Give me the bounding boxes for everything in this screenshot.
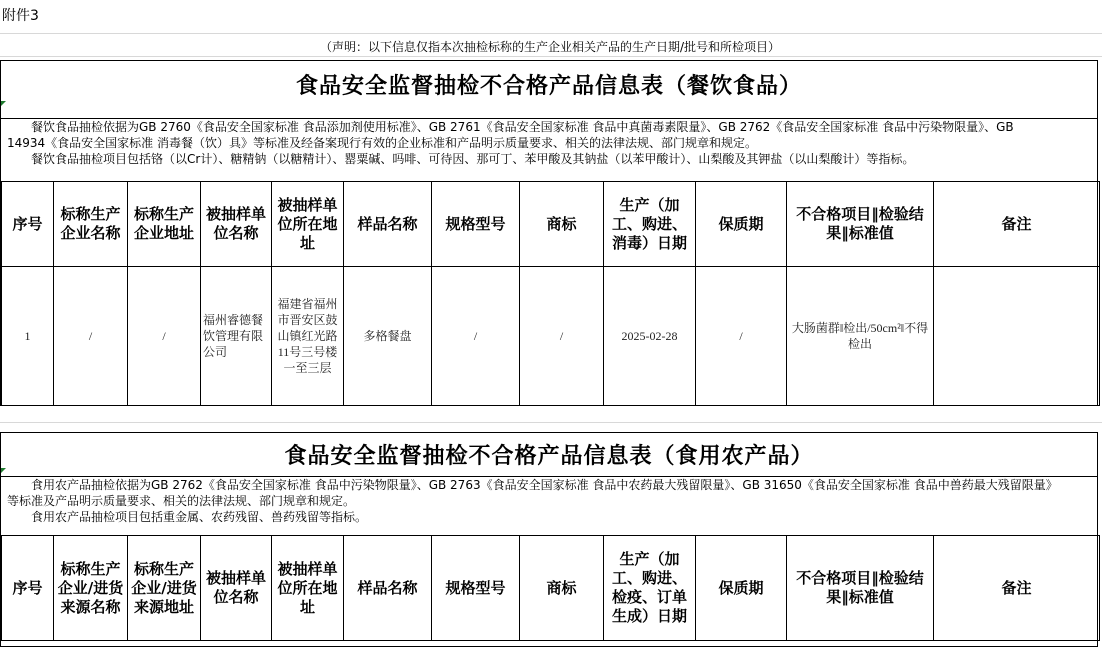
header-cell: 保质期 bbox=[696, 182, 787, 267]
header-cell: 不合格项目‖检验结果‖标准值 bbox=[787, 536, 934, 641]
agri-header-row bbox=[2, 536, 1100, 641]
catering-basis-line3: 餐饮食品抽检项目包括铬（以Cr计）、糖精钠（以糖精计）、罂粟碱、吗啡、可待因、那可丁、苯甲酸及其钠盐（以苯甲酸计）、山梨酸及其钾盐（以山梨酸计）等指标。 bbox=[31, 152, 915, 166]
agri-basis-line3: 食用农产品抽检项目包括重金属、农药残留、兽药残留等指标。 bbox=[31, 510, 368, 524]
catering-basis bbox=[1, 118, 1097, 167]
header-cell: 被抽样单位所在地址 bbox=[272, 536, 344, 641]
agri-basis-line1: 食用农产品抽检依据为GB 2762《食品安全国家标准 食品中污染物限量》、GB 2763《食品安全国家标准 食品中农药最大残留限量》、GB 31650《食品安全国家标准 食品中兽药最大残留限量》 bbox=[31, 478, 1058, 492]
header-cell: 序号 bbox=[2, 182, 54, 267]
header-cell: 生产（加工、购进、检疫、订单生成）日期 bbox=[604, 536, 696, 641]
table-cell: 福建省福州市晋安区鼓山镇红光路11号三号楼一至三层 bbox=[272, 267, 344, 406]
table-cell: / bbox=[520, 267, 604, 406]
statement: （声明：以下信息仅指本次抽检标称的生产企业相关产品的生产日期/批号和所检项目） bbox=[319, 40, 781, 54]
header-cell: 被抽样单位名称 bbox=[201, 536, 272, 641]
table-cell: 2025-02-28 bbox=[604, 267, 696, 406]
cell-comment-marker bbox=[1, 101, 6, 106]
header-cell: 保质期 bbox=[696, 536, 787, 641]
header-cell: 规格型号 bbox=[432, 536, 520, 641]
table-cell: / bbox=[432, 267, 520, 406]
sheet-gridline bbox=[0, 33, 1102, 34]
agri-table bbox=[1, 535, 1100, 641]
header-cell: 标称生产企业地址 bbox=[128, 182, 201, 267]
table-row bbox=[2, 267, 1100, 406]
catering-section bbox=[0, 60, 1098, 406]
table-cell: 福州睿德餐饮管理有限公司 bbox=[201, 267, 272, 406]
catering-header-row bbox=[2, 182, 1100, 267]
header-cell: 备注 bbox=[934, 536, 1100, 641]
header-cell: 商标 bbox=[520, 536, 604, 641]
table-cell: / bbox=[696, 267, 787, 406]
agri-basis bbox=[1, 476, 1097, 525]
header-cell: 商标 bbox=[520, 182, 604, 267]
header-cell: 被抽样单位所在地址 bbox=[272, 182, 344, 267]
agri-section bbox=[0, 432, 1098, 647]
header-cell: 备注 bbox=[934, 182, 1100, 267]
table-cell: / bbox=[54, 267, 128, 406]
table-cell: 多格餐盘 bbox=[344, 267, 432, 406]
header-cell: 标称生产企业/进货来源地址 bbox=[128, 536, 201, 641]
header-cell: 不合格项目‖检验结果‖标准值 bbox=[787, 182, 934, 267]
catering-title: 食品安全监督抽检不合格产品信息表（餐饮食品） bbox=[295, 74, 802, 99]
agri-basis-line2: 等标准及产品明示质量要求、相关的法律法规、部门规章和规定。 bbox=[7, 494, 356, 508]
header-cell: 序号 bbox=[2, 536, 54, 641]
attachment-label: 附件3 bbox=[2, 8, 39, 24]
sheet-gridline bbox=[0, 422, 1102, 423]
header-cell: 标称生产企业/进货来源名称 bbox=[54, 536, 128, 641]
header-cell: 样品名称 bbox=[344, 182, 432, 267]
catering-table bbox=[1, 181, 1100, 406]
table-cell bbox=[934, 267, 1100, 406]
agri-title: 食品安全监督抽检不合格产品信息表（食用农产品） bbox=[284, 444, 814, 469]
catering-basis-line1: 餐饮食品抽检依据为GB 2760《食品安全国家标准 食品添加剂使用标准》、GB 2761《食品安全国家标准 食品中真菌毒素限量》、GB 2762《食品安全国家标准 食品中污染物限量》、GB bbox=[31, 120, 1014, 134]
header-cell: 样品名称 bbox=[344, 536, 432, 641]
cell-comment-marker bbox=[1, 468, 6, 473]
table-cell: / bbox=[128, 267, 201, 406]
header-cell: 生产（加工、购进、消毒）日期 bbox=[604, 182, 696, 267]
header-cell: 标称生产企业名称 bbox=[54, 182, 128, 267]
table-cell: 大肠菌群‖检出/50cm²‖不得检出 bbox=[787, 267, 934, 406]
table-cell: 1 bbox=[2, 267, 54, 406]
sheet-gridline bbox=[0, 56, 1102, 57]
header-cell: 被抽样单位名称 bbox=[201, 182, 272, 267]
catering-basis-line2: 14934《食品安全国家标准 消毒餐（饮）具》等标准及经备案现行有效的企业标准和产品明示质量要求、相关的法律法规、部门规章和规定。 bbox=[7, 136, 757, 150]
header-cell: 规格型号 bbox=[432, 182, 520, 267]
